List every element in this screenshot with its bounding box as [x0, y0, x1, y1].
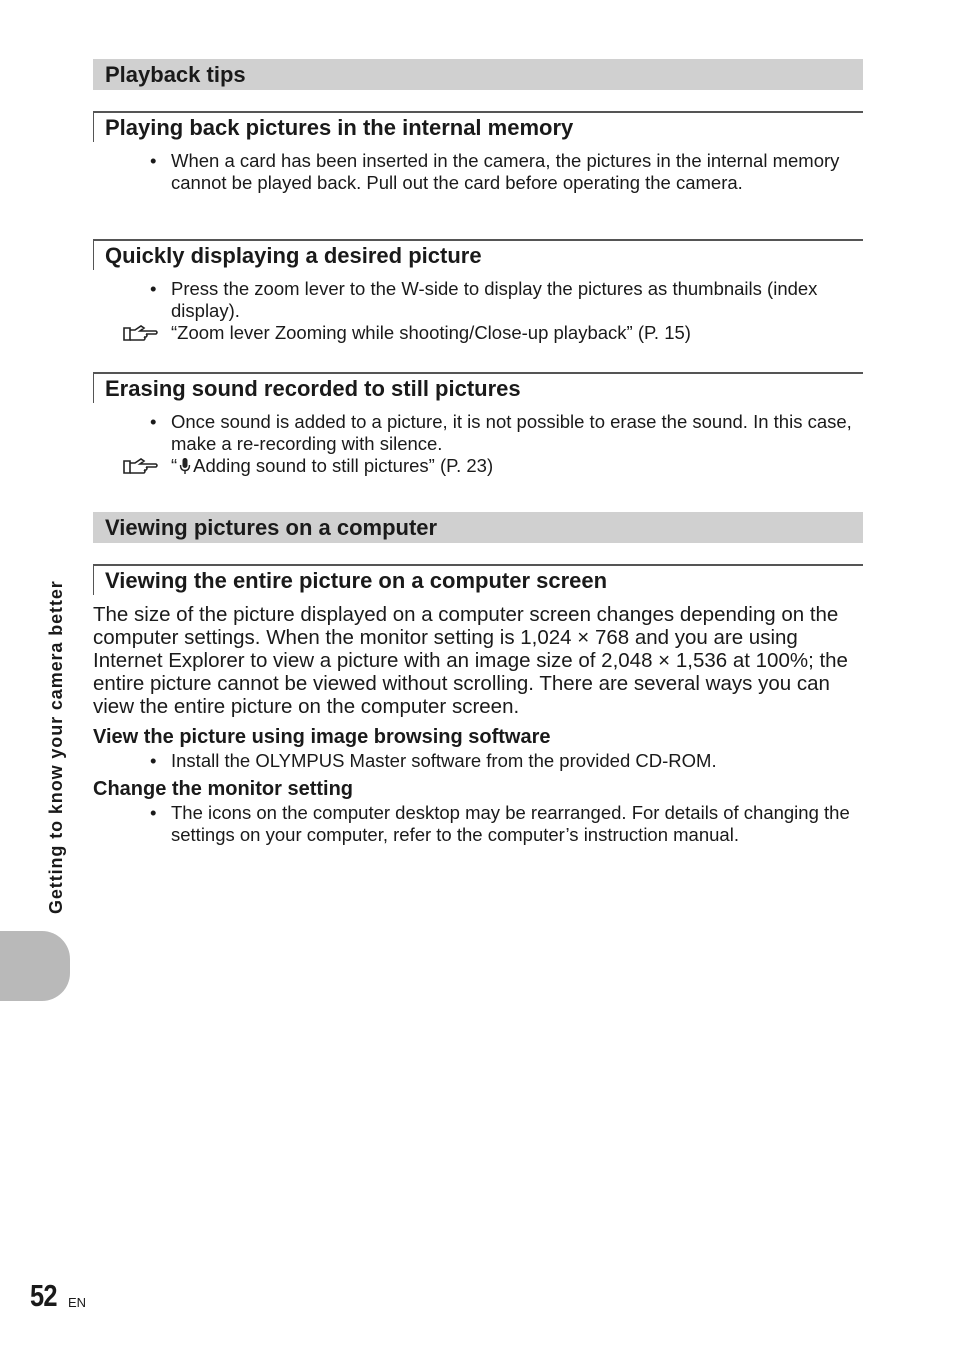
bullet-text: When a card has been inserted in the camera, the pictures in the internal memory cannot be played back. Pull out the card before operating the camera.: [171, 150, 840, 193]
bullet-browsing-software: [150, 750, 862, 772]
subsection-title: Erasing sound recorded to still pictures: [105, 376, 521, 401]
bullet-text: Press the zoom lever to the W-side to display the pictures as thumbnails (index display).: [171, 278, 818, 321]
bullet-quick-display: [150, 278, 862, 322]
pointing-hand-icon: [122, 323, 160, 343]
bullet-text: Install the OLYMPUS Master software from the provided CD-ROM.: [171, 750, 717, 771]
pointing-hand-icon: [122, 456, 160, 476]
subsection-header-quick-display: [93, 239, 863, 270]
bullet-dot: •: [150, 150, 157, 171]
bullet-dot: •: [150, 750, 157, 771]
method-title-monitor-setting: Change the monitor setting: [93, 778, 353, 800]
subsection-header-entire-picture: [93, 564, 863, 595]
subsection-title: Quickly displaying a desired picture: [105, 243, 482, 268]
chapter-side-label: Getting to know your camera better: [46, 580, 66, 914]
body-paragraph: The size of the picture displayed on a computer screen changes depending on the computer settings. When the monitor setting is 1,024 × 768 and you are using Internet Explorer to view a picture with an image size of 2,048 × 1,536 at 100%; the entire picture cannot be viewed without scrolling. There are several ways you can view the entire picture on the computer screen.: [93, 603, 848, 718]
subsection-title: Viewing the entire picture on a computer screen: [105, 568, 608, 593]
subsection-header-erase-sound: [93, 372, 863, 403]
reference-text: “Zoom lever Zooming while shooting/Close-up playback” (P. 15): [171, 322, 691, 343]
reference-text: [171, 455, 493, 477]
page-language: EN: [68, 1295, 87, 1310]
bullet-monitor-setting: [150, 802, 862, 846]
section-title: Viewing pictures on a computer: [105, 515, 438, 540]
bullet-dot: •: [150, 802, 157, 823]
bullet-internal-memory: [150, 150, 862, 194]
bullet-erase-sound: [150, 411, 862, 455]
bullet-text: Once sound is added to a picture, it is not possible to erase the sound. In this case, make a re-recording with silence.: [171, 411, 852, 454]
bullet-text: The icons on the computer desktop may be rearranged. For details of changing the settings on your computer, refer to the computer’s instruction manual.: [171, 802, 850, 845]
section-header-computer-viewing: [93, 512, 863, 543]
reference-rest: Adding sound to still pictures” (P. 23): [193, 455, 494, 476]
subsection-header-internal-memory: [93, 111, 863, 142]
section-title: Playback tips: [105, 62, 246, 87]
page-number: 52: [30, 1278, 57, 1313]
microphone-icon: [179, 457, 191, 475]
bullet-dot: •: [150, 411, 157, 432]
section-header-playback-tips: [93, 59, 863, 90]
open-quote: “: [171, 455, 178, 476]
subsection-title: Playing back pictures in the internal memory: [105, 115, 574, 140]
chapter-tab: [0, 931, 70, 1001]
bullet-dot: •: [150, 278, 157, 299]
method-title-browsing-software: View the picture using image browsing software: [93, 726, 551, 748]
